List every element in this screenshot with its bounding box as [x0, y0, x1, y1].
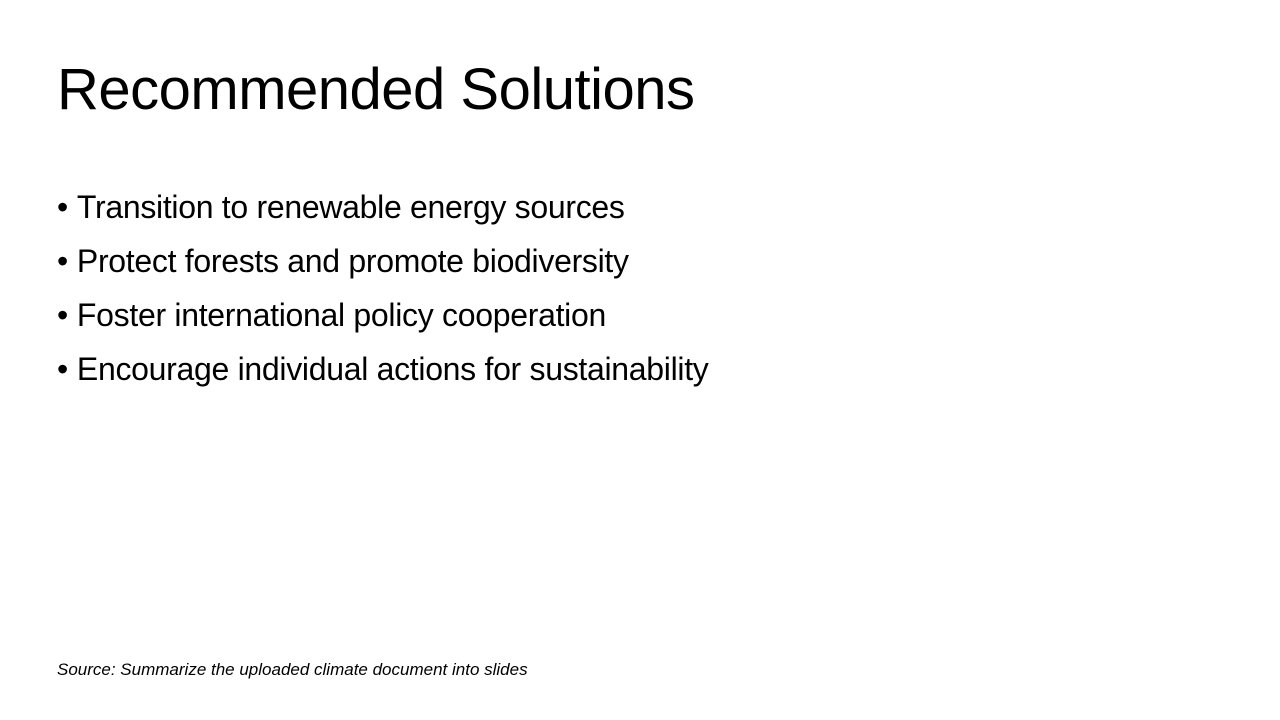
list-item: [57, 234, 709, 288]
source-note: Source: Summarize the uploaded climate document into slides: [57, 660, 528, 679]
bullet-text: Foster international policy cooperation: [76, 297, 606, 333]
bullet-text: Transition to renewable energy sources: [76, 189, 625, 225]
list-item: [57, 288, 709, 342]
bullet-glyph: •: [57, 297, 68, 333]
bullet-text: Protect forests and promote biodiversity: [76, 243, 629, 279]
bullet-text: Encourage individual actions for sustainability: [76, 351, 709, 387]
bullet-glyph: •: [57, 351, 68, 387]
list-item: [57, 180, 709, 234]
bullet-list: [57, 180, 709, 396]
slide-title: Recommended Solutions: [57, 57, 695, 122]
bullet-glyph: •: [57, 189, 68, 225]
bullet-glyph: •: [57, 243, 68, 279]
list-item: [57, 342, 709, 396]
